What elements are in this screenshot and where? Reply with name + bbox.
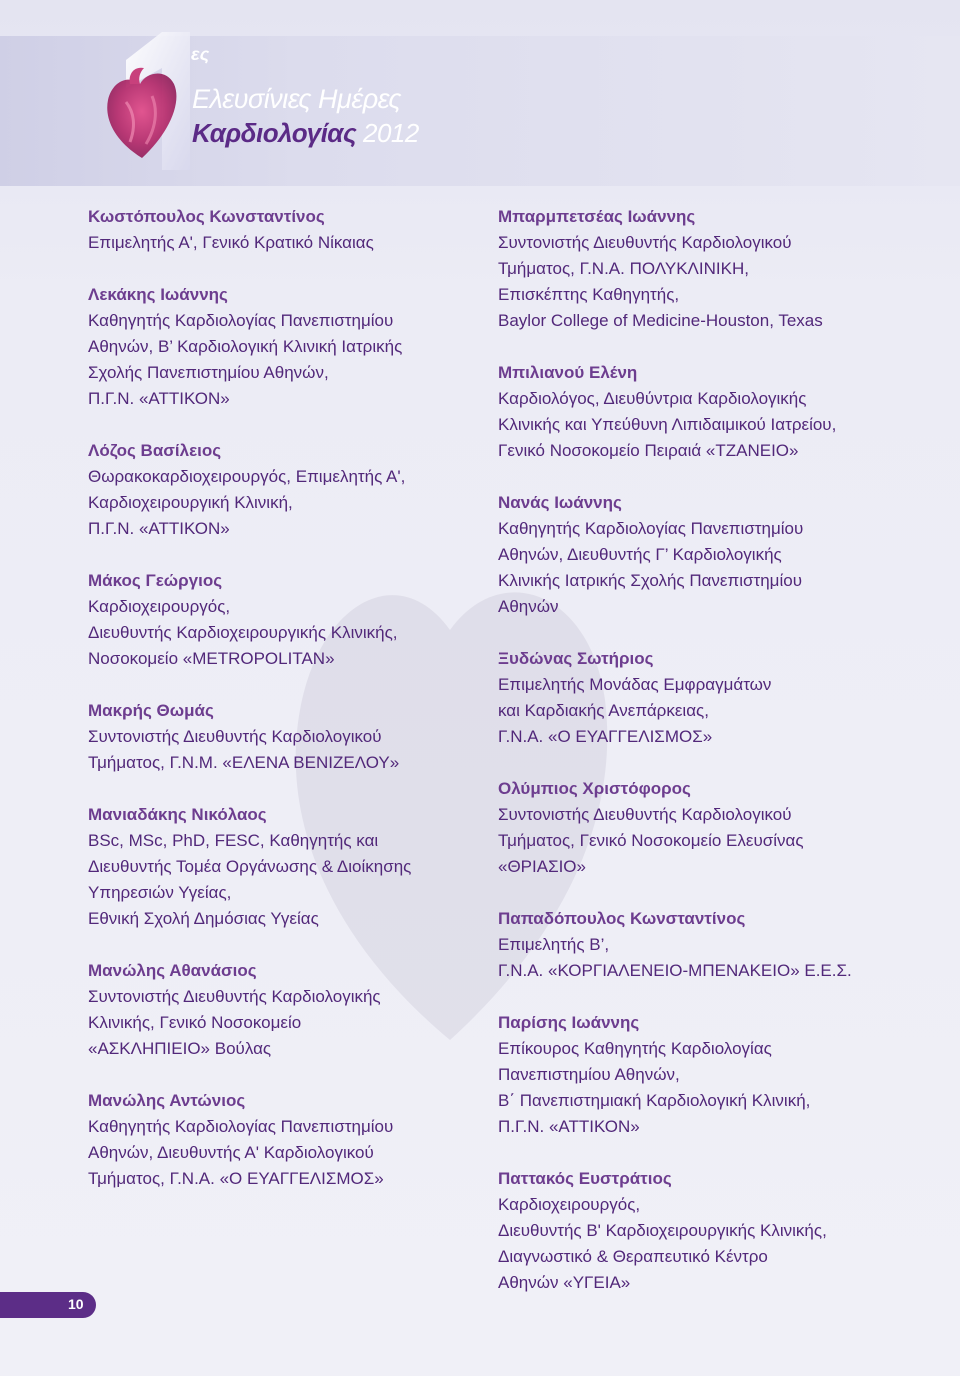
faculty-affiliation-line: Επιμελητής Β’,	[498, 935, 610, 954]
faculty-affiliation-line: Σχολής Πανεπιστημίου Αθηνών,	[88, 363, 329, 382]
faculty-entry	[88, 958, 508, 1062]
faculty-affiliation-line: Καθηγητής Καρδιολογίας Πανεπιστημίου	[498, 519, 804, 538]
faculty-entry	[498, 906, 918, 984]
faculty-name: Νανάς Ιωάννης	[498, 493, 622, 512]
faculty-affiliation-line: Επίκουρος Καθηγητής Καρδιολογίας	[498, 1039, 772, 1058]
faculty-name: Μανιαδάκης Νικόλαος	[88, 805, 267, 824]
faculty-affiliation-line: Διευθυντής Β' Καρδιοχειρουργικής Κλινικής,	[498, 1221, 827, 1240]
faculty-affiliation-line: Π.Γ.Ν. «ΑΤΤΙΚΟΝ»	[88, 389, 230, 408]
faculty-entry	[498, 776, 918, 880]
faculty-name: Παρίσης Ιωάννης	[498, 1013, 640, 1032]
faculty-affiliation-line: Αθηνών, Διευθυντής Α' Καρδιολογικού	[88, 1143, 374, 1162]
faculty-affiliation-line: Καρδιολόγος, Διευθύντρια Καρδιολογικής	[498, 389, 807, 408]
faculty-affiliation-line: Τμήματος, Γ.Ν.Α. ΠΟΛΥΚΛΙΝΙΚΗ,	[498, 259, 749, 278]
faculty-name: Κωστόπουλος Κωνσταντίνος	[88, 207, 325, 226]
right-column	[498, 204, 918, 1322]
faculty-affiliation-line: Συντονιστής Διευθυντής Καρδιολογικού	[498, 233, 792, 252]
faculty-entry	[498, 360, 918, 464]
faculty-affiliation-line: Γ.Ν.Α. «Ο ΕΥΑΓΓΕΛΙΣΜΟΣ»	[498, 727, 713, 746]
faculty-name: Ξυδώνας Σωτήριος	[498, 649, 654, 668]
faculty-entry	[498, 490, 918, 620]
faculty-entry	[88, 204, 508, 256]
faculty-affiliation-line: Τμήματος, Γ.Ν.Μ. «ΕΛΕΝΑ ΒΕΝΙΖΕΛΟΥ»	[88, 753, 400, 772]
faculty-affiliation-line: Πανεπιστημίου Αθηνών,	[498, 1065, 680, 1084]
faculty-name: Ολύμπιος Χριστόφορος	[498, 779, 691, 798]
title-line2	[192, 118, 419, 149]
faculty-affiliation-line: Τμήματος, Γ.Ν.Α. «Ο ΕΥΑΓΓΕΛΙΣΜΟΣ»	[88, 1169, 384, 1188]
title-bold: Καρδιολογίας	[192, 118, 357, 148]
faculty-affiliation-line: Κλινικής Ιατρικής Σχολής Πανεπιστημίου	[498, 571, 802, 590]
faculty-affiliation-line: Επιμελητής Α', Γενικό Κρατικό Νίκαιας	[88, 233, 374, 252]
faculty-affiliation-line: Διευθυντής Καρδιοχειρουργικής Κλινικής,	[88, 623, 398, 642]
faculty-affiliation-line: Καθηγητής Καρδιολογίας Πανεπιστημίου	[88, 311, 394, 330]
faculty-affiliation-line: Νοσοκομείο «METROPOLITAN»	[88, 649, 335, 668]
faculty-name: Μανώλης Αντώνιος	[88, 1091, 246, 1110]
faculty-entry	[88, 802, 508, 932]
faculty-name: Μανώλης Αθανάσιος	[88, 961, 257, 980]
faculty-affiliation-line: Θωρακοκαρδιοχειρουργός, Επιμελητής Α',	[88, 467, 406, 486]
faculty-affiliation-line: Π.Γ.Ν. «ΑΤΤΙΚΟΝ»	[498, 1117, 640, 1136]
faculty-entry	[88, 568, 508, 672]
faculty-entry	[88, 698, 508, 776]
faculty-name: Μακρής Θωμάς	[88, 701, 214, 720]
faculty-affiliation-line: Συντονιστής Διευθυντής Καρδιολογικού	[498, 805, 792, 824]
faculty-entry	[498, 204, 918, 334]
faculty-affiliation-line: Π.Γ.Ν. «ΑΤΤΙΚΟΝ»	[88, 519, 230, 538]
faculty-affiliation-line: Καθηγητής Καρδιολογίας Πανεπιστημίου	[88, 1117, 394, 1136]
edition-superscript: ες	[191, 44, 210, 64]
faculty-affiliation-line: Baylor College of Medicine-Houston, Texas	[498, 311, 823, 330]
faculty-entry	[88, 438, 508, 542]
faculty-name: Παττακός Ευστράτιος	[498, 1169, 672, 1188]
faculty-entry	[498, 1010, 918, 1140]
heart-logo-icon	[100, 62, 184, 162]
faculty-affiliation-line: BSc, MSc, PhD, FESC, Καθηγητής και	[88, 831, 379, 850]
faculty-affiliation-line: Τμήματος, Γενικό Νοσοκομείο Ελευσίνας	[498, 831, 804, 850]
faculty-name: Μάκος Γεώργιος	[88, 571, 223, 590]
title-year: 2012	[363, 118, 419, 148]
faculty-affiliation-line: Κλινικής, Γενικό Νοσοκομείο	[88, 1013, 302, 1032]
faculty-affiliation-line: Υπηρεσιών Υγείας,	[88, 883, 232, 902]
faculty-name: Παπαδόπουλος Κωνσταντίνος	[498, 909, 746, 928]
faculty-affiliation-line: Αθηνών, Β’ Καρδιολογική Κλινική Ιατρικής	[88, 337, 403, 356]
faculty-name: Μπιλιανού Ελένη	[498, 363, 638, 382]
faculty-affiliation-line: Αθηνών «ΥΓΕΙΑ»	[498, 1273, 631, 1292]
faculty-affiliation-line: «ΘΡΙΑΣΙΟ»	[498, 857, 586, 876]
faculty-affiliation-line: Γενικό Νοσοκομείο Πειραιά «ΤΖΑΝΕΙΟ»	[498, 441, 799, 460]
faculty-affiliation-line: και Καρδιακής Ανεπάρκειας,	[498, 701, 709, 720]
faculty-name: Μπαρμπετσέας Ιωάννης	[498, 207, 696, 226]
faculty-affiliation-line: Καρδιοχειρουργός,	[498, 1195, 641, 1214]
faculty-entry	[498, 646, 918, 750]
faculty-affiliation-line: Συντονιστής Διευθυντής Καρδιολογικής	[88, 987, 381, 1006]
faculty-affiliation-line: «ΑΣΚΛΗΠΙΕΙΟ» Βούλας	[88, 1039, 272, 1058]
faculty-affiliation-line: Καρδιοχειρουργική Κλινική,	[88, 493, 293, 512]
faculty-affiliation-line: Διευθυντής Τομέα Οργάνωσης & Διοίκησης	[88, 857, 412, 876]
faculty-entry	[88, 1088, 508, 1192]
faculty-affiliation-line: Αθηνών, Διευθυντής Γ’ Καρδιολογικής	[498, 545, 782, 564]
faculty-affiliation-line: Καρδιοχειρουργός,	[88, 597, 231, 616]
faculty-affiliation-line: Συντονιστής Διευθυντής Καρδιολογικού	[88, 727, 382, 746]
title-line1: Ελευσίνιες Ημέρες	[192, 84, 401, 114]
faculty-name: Λόζος Βασίλειος	[88, 441, 222, 460]
faculty-affiliation-line: Εθνική Σχολή Δημόσιας Υγείας	[88, 909, 319, 928]
faculty-entry	[498, 1166, 918, 1296]
page-number: 10	[68, 1296, 84, 1312]
faculty-affiliation-line: Επισκέπτης Καθηγητής,	[498, 285, 680, 304]
faculty-affiliation-line: Διαγνωστικό & Θεραπευτικό Κέντρο	[498, 1247, 768, 1266]
faculty-entry	[88, 282, 508, 412]
left-column	[88, 204, 508, 1218]
faculty-affiliation-line: Γ.Ν.Α. «ΚΟΡΓΙΑΛΕΝΕΙΟ-ΜΠΕΝΑΚΕΙΟ» Ε.Ε.Σ.	[498, 961, 852, 980]
faculty-name: Λεκάκης Ιωάννης	[88, 285, 228, 304]
faculty-affiliation-line: Κλινικής και Υπεύθυνη Λιπιδαιμικού Ιατρείου,	[498, 415, 837, 434]
faculty-affiliation-line: Β΄ Πανεπιστημιακή Καρδιολογική Κλινική,	[498, 1091, 811, 1110]
faculty-affiliation-line: Επιμελητής Μονάδας Εμφραγμάτων	[498, 675, 772, 694]
faculty-affiliation-line: Αθηνών	[498, 597, 559, 616]
